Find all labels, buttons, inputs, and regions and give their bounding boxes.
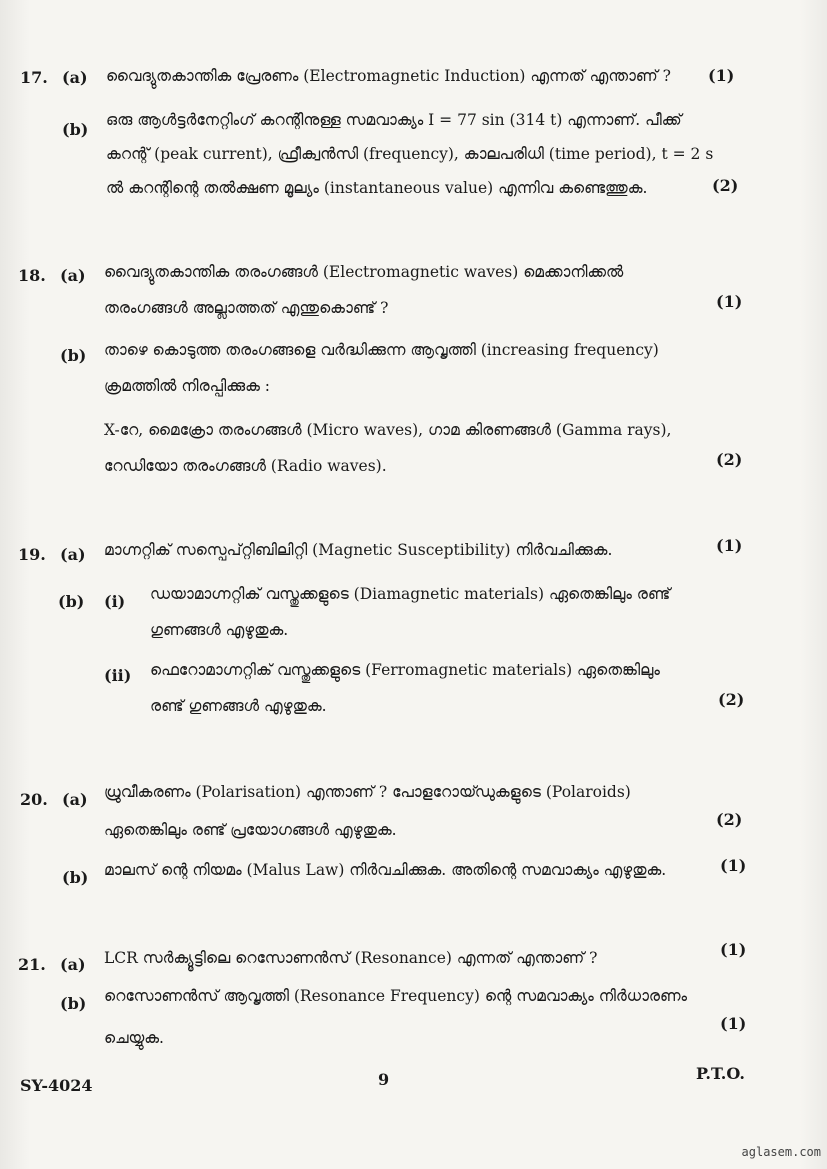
question-text: വൈദ്യുതകാന്തിക പ്രേരണം (Electromagnetic Induction) എന്നത് എന്താണ് ? — [106, 67, 671, 85]
part-label: (b) — [62, 120, 89, 139]
marks: (1) — [720, 1014, 747, 1033]
marks: (1) — [720, 940, 747, 959]
question-text: X-റേ, മൈക്രോ തരംഗങ്ങൾ (Micro waves), ഗാമ കിരണങ്ങൾ (Gamma rays), — [104, 421, 672, 439]
question-text: രണ്ട് ഗുണങ്ങൾ എഴുതുക. — [150, 697, 327, 715]
subpart-label: (i) — [104, 592, 126, 611]
part-label: (a) — [60, 545, 86, 564]
subpart-label: (ii) — [104, 666, 132, 685]
marks: (1) — [716, 536, 743, 555]
marks: (1) — [720, 856, 747, 875]
question-text: LCR സർക്യൂട്ടിലെ റെസോണൻസ് (Resonance) എന്നത് എന്താണ് ? — [104, 949, 598, 967]
marks: (2) — [716, 450, 743, 469]
part-label: (b) — [60, 994, 87, 1013]
marks: (2) — [716, 810, 743, 829]
page-number: 9 — [378, 1070, 390, 1089]
marks: (2) — [718, 690, 745, 709]
question-text: ൽ കറന്റിന്റെ തൽക്ഷണ മൂല്യം (instantaneous value) എന്നിവ കണ്ടെത്തുക. — [106, 179, 648, 197]
question-text: വൈദ്യുതകാന്തിക തരംഗങ്ങൾ (Electromagnetic waves) മെക്കാനിക്കൽ — [104, 263, 624, 281]
marks: (1) — [708, 66, 735, 85]
question-text: ഫെറോമാഗ്നറ്റിക് വസ്തുക്കളുടെ (Ferromagnetic materials) ഏതെങ്കിലും — [150, 661, 660, 679]
question-text: ഏതെങ്കിലും രണ്ട് പ്രയോഗങ്ങൾ എഴുതുക. — [104, 821, 397, 839]
question-text: കറന്റ് (peak current), ഫ്രീക്വൻസി (frequency), കാലപരിധി (time period), t = 2 s — [106, 145, 714, 163]
question-text: ഡയാമാഗ്നറ്റിക് വസ്തുക്കളുടെ (Diamagnetic materials) ഏതെങ്കിലും രണ്ട് — [150, 585, 671, 603]
question-text: താഴെ കൊടുത്ത തരംഗങ്ങളെ വർദ്ധിക്കുന്ന ആവൃത്തി (increasing frequency) — [104, 341, 659, 359]
watermark: aglasem.com — [741, 1145, 821, 1159]
question-text: ധ്രുവീകരണം (Polarisation) എന്താണ് ? പോളറോയ്ഡുകളുടെ (Polaroids) — [104, 783, 631, 801]
question-text: മാഗ്നറ്റിക് സസ്പെപ്റ്റിബിലിറ്റി (Magnetic Susceptibility) നിർവചിക്കുക. — [104, 541, 613, 559]
marks: (1) — [716, 292, 743, 311]
question-number: 19. — [18, 545, 46, 564]
marks: (2) — [712, 176, 739, 195]
question-text: റെസോണൻസ് ആവൃത്തി (Resonance Frequency) ന്റെ സമവാക്യം നിർധാരണം — [104, 987, 688, 1005]
part-label: (b) — [58, 592, 85, 611]
question-text: ഗുണങ്ങൾ എഴുതുക. — [150, 621, 289, 639]
part-label: (a) — [62, 68, 88, 87]
pto-label: P.T.O. — [696, 1064, 745, 1083]
part-label: (a) — [60, 955, 86, 974]
question-text: റേഡിയോ തരംഗങ്ങൾ (Radio waves). — [104, 457, 387, 475]
question-text: മാലസ് ന്റെ നിയമം (Malus Law) നിർവചിക്കുക. അതിന്റെ സമവാക്യം എഴുതുക. — [104, 861, 667, 879]
question-number: 18. — [18, 266, 46, 285]
question-number: 17. — [20, 68, 48, 87]
part-label: (a) — [60, 266, 86, 285]
part-label: (b) — [62, 868, 89, 887]
question-text: ചെയ്യുക. — [104, 1029, 164, 1047]
paper-code: SY-4024 — [20, 1076, 93, 1095]
part-label: (a) — [62, 790, 88, 809]
question-number: 21. — [18, 955, 46, 974]
part-label: (b) — [60, 346, 87, 365]
question-text: ക്രമത്തിൽ നിരപ്പിക്കുക : — [104, 377, 271, 395]
question-text: തരംഗങ്ങൾ അല്ലാത്തത് എന്തുകൊണ്ട് ? — [104, 299, 389, 317]
question-number: 20. — [20, 790, 48, 809]
question-text: ഒരു ആൾട്ടർനേറ്റിംഗ് കറന്റിനുള്ള സമവാക്യം I = 77 sin (314 t) എന്നാണ്. പീക്ക് — [106, 111, 682, 129]
